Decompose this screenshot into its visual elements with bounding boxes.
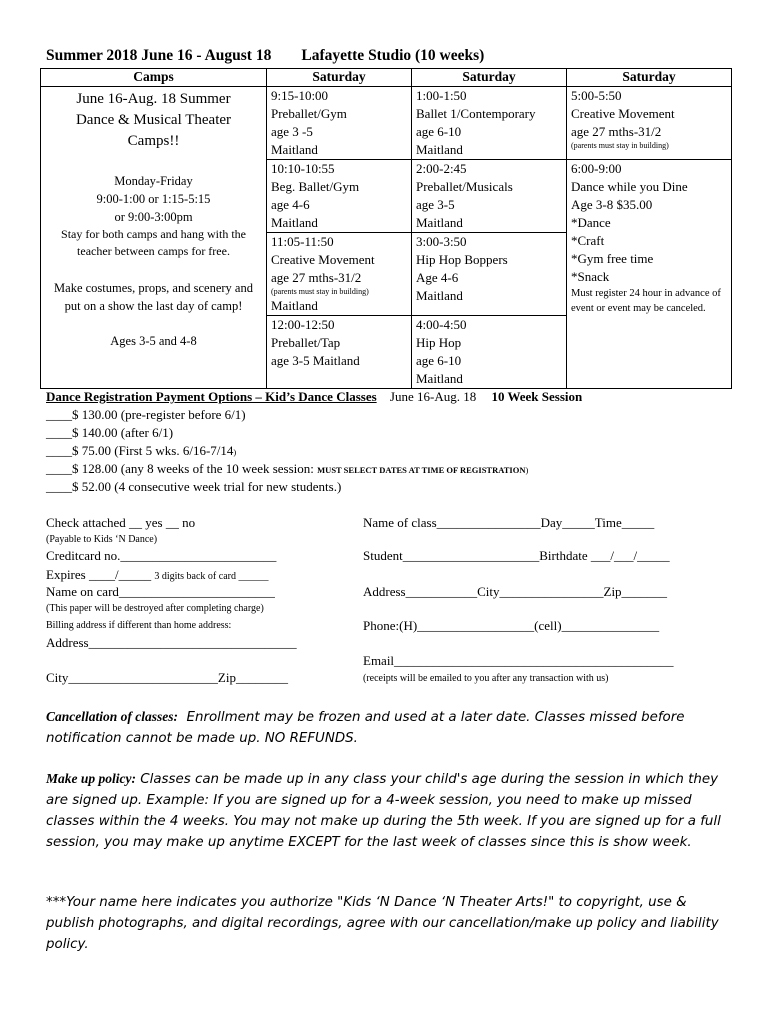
class-age: age 4-6 (271, 197, 310, 212)
billing-note: Billing address if different than home address: (46, 620, 232, 631)
payment-option: ____$ 140.00 (after 6/1) (46, 425, 174, 440)
class-time: 10:10-10:55 (271, 161, 335, 176)
payment-heading-row (46, 389, 582, 405)
billing-city-field[interactable]: City_______________________Zip________ (46, 670, 288, 685)
class-cell (412, 160, 567, 233)
class-time: 1:00-1:50 (416, 88, 467, 103)
class-cell (412, 316, 567, 389)
class-cell (267, 233, 412, 316)
class-name: Preballet/Tap (271, 335, 341, 350)
class-name: Preballet/Gym (271, 106, 347, 121)
col-header-saturday: Saturday (412, 69, 567, 87)
class-cell (567, 87, 732, 160)
dine-item: *Gym free time (571, 251, 654, 266)
class-time: 2:00-2:45 (416, 161, 467, 176)
camp-ages: Ages 3-5 and 4-8 (110, 334, 197, 348)
class-age: age 3 -5 (271, 124, 313, 139)
class-time: 6:00-9:00 (571, 161, 622, 176)
camp-stay: Stay for both camps and hang with the teacher between camps for free. (61, 227, 246, 258)
camp-times: or 9:00-3:00pm (114, 210, 193, 224)
class-location: Maitland (271, 142, 318, 157)
class-time: 12:00-12:50 (271, 317, 335, 332)
class-age: age 3-5 Maitland (271, 353, 360, 368)
class-location: Maitland (416, 288, 463, 303)
class-name: Hip Hop (416, 335, 462, 350)
student-field[interactable]: Student_____________________Birthdate ___/___/_____ (363, 548, 670, 563)
camp-days: Monday-Friday (114, 174, 193, 188)
class-cell (267, 87, 412, 160)
class-name: Creative Movement (571, 106, 675, 121)
authorization-statement: ***Your name here indicates you authorize "Kids ‘N Dance ‘N Theater Arts!" to copyright, use & publish photographs, and digital recordings, agree with our cancellation/make up policy and liability policy. (46, 895, 719, 952)
check-attached-field[interactable]: Check attached __ yes __ no (46, 515, 196, 530)
class-time: 5:00-5:50 (571, 88, 622, 103)
payment-option: ____$ 130.00 (pre-register before 6/1) (46, 407, 246, 422)
class-name: Preballet/Musicals (416, 179, 513, 194)
studio-name: Lafayette Studio (10 weeks) (301, 47, 485, 64)
class-location: Maitland (416, 142, 463, 157)
receipts-note: (receipts will be emailed to you after any transaction with us) (363, 673, 609, 684)
destroyed-note: (This paper will be destroyed after completing charge) (46, 603, 264, 614)
class-cell (412, 233, 567, 316)
class-time: 11:05-11:50 (271, 234, 334, 249)
class-location: Maitland (271, 215, 318, 230)
address-field[interactable]: Address___________City________________Zip_______ (363, 584, 668, 599)
makeup-policy: Make up policy: Classes can be made up in any class your child's age during the session in which they are signed up. Example: If you are signed up for a 4-week session, you need to make up missed classes within the 4 weeks. You may not make up during the 5th week. If you are signed up for a full session, you may make up anytime EXCEPT for the last week of classes since this is show week. (46, 771, 721, 850)
class-age: age 6-10 (416, 353, 462, 368)
dine-item: *Snack (571, 269, 610, 284)
camp-cell (41, 87, 267, 389)
col-header-saturday: Saturday (567, 69, 732, 87)
class-name: Creative Movement (271, 252, 375, 267)
dine-note: Must register 24 hour in advance of event or event may be canceled. (571, 288, 721, 314)
dine-item: *Dance (571, 215, 611, 230)
page-title (46, 47, 484, 65)
email-field[interactable]: Email___________________________________________ (363, 653, 674, 668)
camp-title: June 16-Aug. 18 Summer Dance & Musical Theater Camps!! (75, 91, 232, 149)
class-note: (parents must stay in building) (571, 141, 669, 150)
camp-costumes: Make costumes, props, and scenery and put on a show the last day of camp! (54, 281, 253, 313)
payment-option: ____$ 52.00 (4 consecutive week trial for new students.) (46, 479, 342, 494)
camp-times: 9:00-1:00 or 1:15-5:15 (96, 192, 211, 206)
expires-field[interactable]: Expires ____/_____ 3 digits back of card ______ (46, 567, 269, 582)
class-age: age 3-5 (416, 197, 455, 212)
name-on-card-field[interactable]: Name on card________________________ (46, 584, 275, 599)
dine-item: *Craft (571, 233, 605, 248)
class-age: age 27 mths-31/2 (271, 270, 362, 285)
billing-address-field[interactable]: Address________________________________ (46, 635, 297, 650)
payment-dates: June 16-Aug. 18 (389, 389, 477, 404)
class-cell (412, 87, 567, 160)
class-age: age 27 mths-31/2 (571, 124, 662, 139)
col-header-camps: Camps (41, 69, 267, 87)
class-note: (parents must stay in building) (271, 287, 369, 296)
class-location: Maitland (416, 215, 463, 230)
class-cell (267, 160, 412, 233)
payment-session: 10 Week Session (491, 389, 583, 404)
class-time: 4:00-4:50 (416, 317, 467, 332)
class-age: Age 4-6 (416, 270, 459, 285)
class-cell (267, 316, 412, 389)
payment-heading: Dance Registration Payment Options – Kid’s Dance Classes (46, 389, 377, 404)
dine-cell (567, 160, 732, 389)
creditcard-field[interactable]: Creditcard no.________________________ (46, 548, 277, 563)
payment-option: ____$ 75.00 (First 5 wks. 6/16-7/14) (46, 443, 237, 458)
class-name: Hip Hop Boppers (416, 252, 508, 267)
class-name: Ballet 1/Contemporary (416, 106, 536, 121)
class-age: age 6-10 (416, 124, 462, 139)
class-name: Beg. Ballet/Gym (271, 179, 360, 194)
class-name-field[interactable]: Name of class________________Day_____Time_____ (363, 515, 655, 530)
session-dates: Summer 2018 June 16 - August 18 (46, 47, 272, 64)
col-header-saturday: Saturday (267, 69, 412, 87)
cancellation-policy: Cancellation of classes: Enrollment may be frozen and used at a later date. Classes missed before notification cannot be made up. NO REFUNDS. (46, 709, 685, 746)
phone-field[interactable]: Phone:(H)__________________(cell)_______________ (363, 618, 660, 633)
dine-price: Age 3-8 $35.00 (571, 197, 653, 212)
class-location: Maitland (271, 298, 318, 313)
table-header-row (41, 69, 732, 87)
payment-option: ____$ 128.00 (any 8 weeks of the 10 week session: MUST SELECT DATES AT TIME OF REGISTRATION) (46, 461, 529, 476)
class-time: 3:00-3:50 (416, 234, 467, 249)
class-time: 9:15-10:00 (271, 88, 329, 103)
payable-note: (Payable to Kids ‘N Dance) (46, 534, 158, 545)
schedule-table (40, 68, 732, 389)
class-location: Maitland (416, 371, 463, 386)
dine-title: Dance while you Dine (571, 179, 688, 194)
